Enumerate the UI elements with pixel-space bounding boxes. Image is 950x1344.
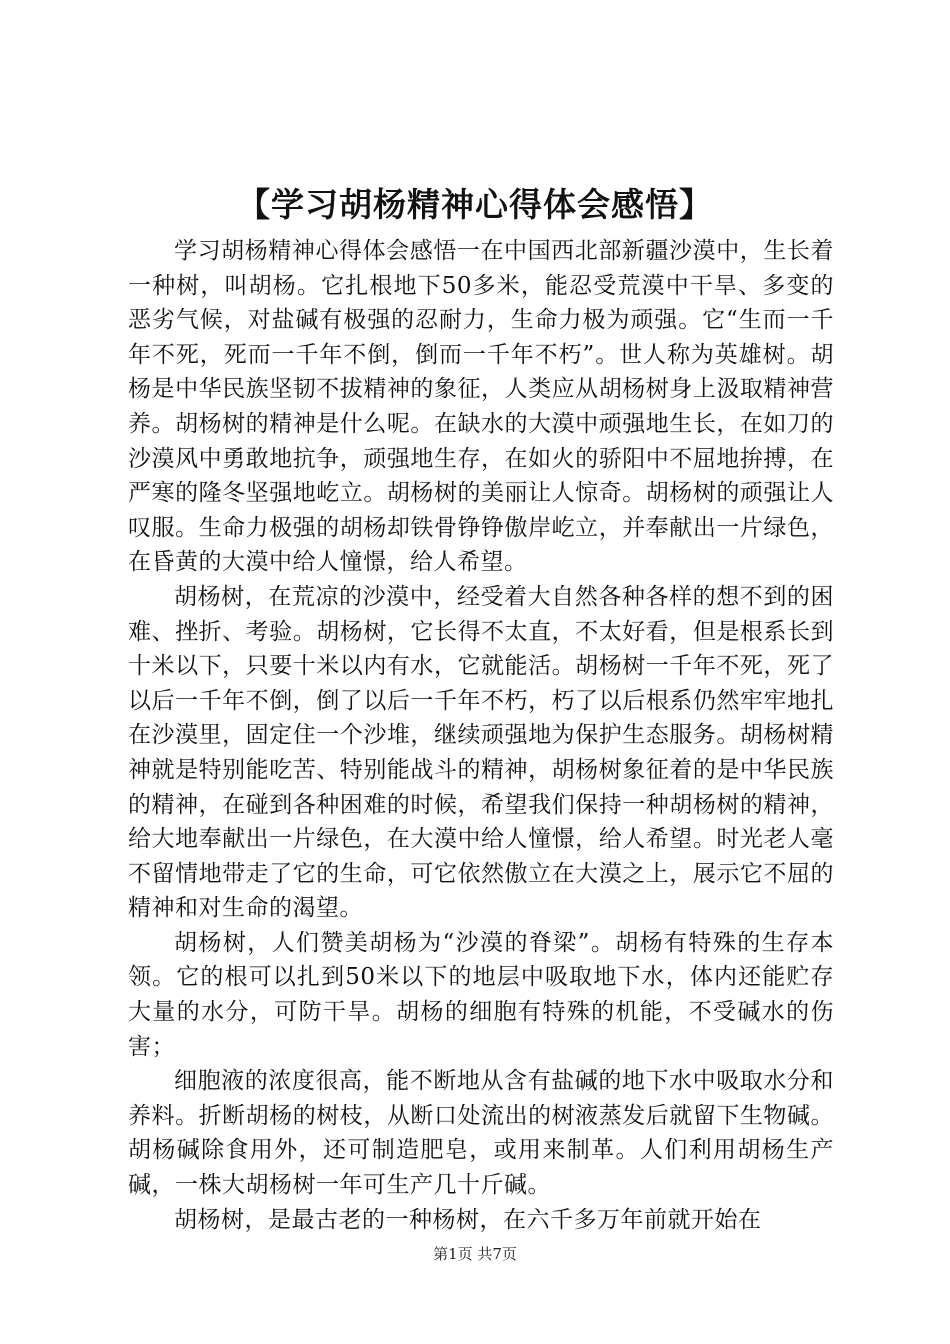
paragraph: 胡杨树，人们赞美胡杨为“沙漠的脊梁”。胡杨有特殊的生存本领。它的根可以扎到50米以下的地层中吸取地下水，体内还能贮存大量的水分，可防干旱。胡杨的细胞有特殊的机能，不受碱水的伤害； bbox=[128, 929, 834, 1060]
paragraph: 胡杨树，在荒凉的沙漠中，经受着大自然各种各样的想不到的困难、挫折、考验。胡杨树，它长得不太直，不太好看，但是根系长到十米以下，只要十米以内有水，它就能活。胡杨树一千年不死，死了以后一千年不倒，倒了以后一千年不朽，朽了以后根系仍然牢牢地扎在沙漠里，固定住一个沙堆，继续顽强地为保护生态服务。胡杨树精神就是特别能吃苦、特别能战斗的精神，胡杨树象征着的是中华民族的精神，在碰到各种困难的时候，希望我们保持一种胡杨树的精神，给大地奉献出一片绿色，在大漠中给人憧憬，给人希望。时光老人毫不留情地带走了它的生命，可它依然傲立在大漠之上，展示它不屈的精神和对生命的渴望。 bbox=[128, 583, 834, 922]
document-body bbox=[128, 234, 834, 1237]
page-number-footer: 第1页 共7页 bbox=[433, 1245, 517, 1263]
paragraph: 细胞液的浓度很高，能不断地从含有盐碱的地下水中吸取水分和养料。折断胡杨的树枝，从断口处流出的树液蒸发后就留下生物碱。胡杨碱除食用外，还可制造肥皂，或用来制革。人们利用胡杨生产碱，一株大胡杨树一年可生产几十斤碱。 bbox=[128, 1068, 834, 1199]
paragraph: 学习胡杨精神心得体会感悟一在中国西北部新疆沙漠中，生长着一种树，叫胡杨。它扎根地下50多米，能忍受荒漠中干旱、多变的恶劣气候，对盐碱有极强的忍耐力，生命力极为顽强。它“生而一千年不死，死而一千年不倒，倒而一千年不朽”。世人称为英雄树。胡杨是中华民族坚韧不拔精神的象征，人类应从胡杨树身上汲取精神营养。胡杨树的精神是什么呢。在缺水的大漠中顽强地生长，在如刀的沙漠风中勇敢地抗争，顽强地生存，在如火的骄阳中不屈地拚搏，在严寒的隆冬坚强地屹立。胡杨树的美丽让人惊奇。胡杨树的顽强让人叹服。生命力极强的胡杨却铁骨铮铮傲岸屹立，并奉献出一片绿色，在昏黄的大漠中给人憧憬，给人希望。 bbox=[128, 238, 834, 576]
paragraph: 胡杨树，是最古老的一种杨树，在六千多万年前就开始在 bbox=[174, 1206, 762, 1233]
document-title: 【学习胡杨精神心得体会感悟】 bbox=[237, 185, 713, 224]
